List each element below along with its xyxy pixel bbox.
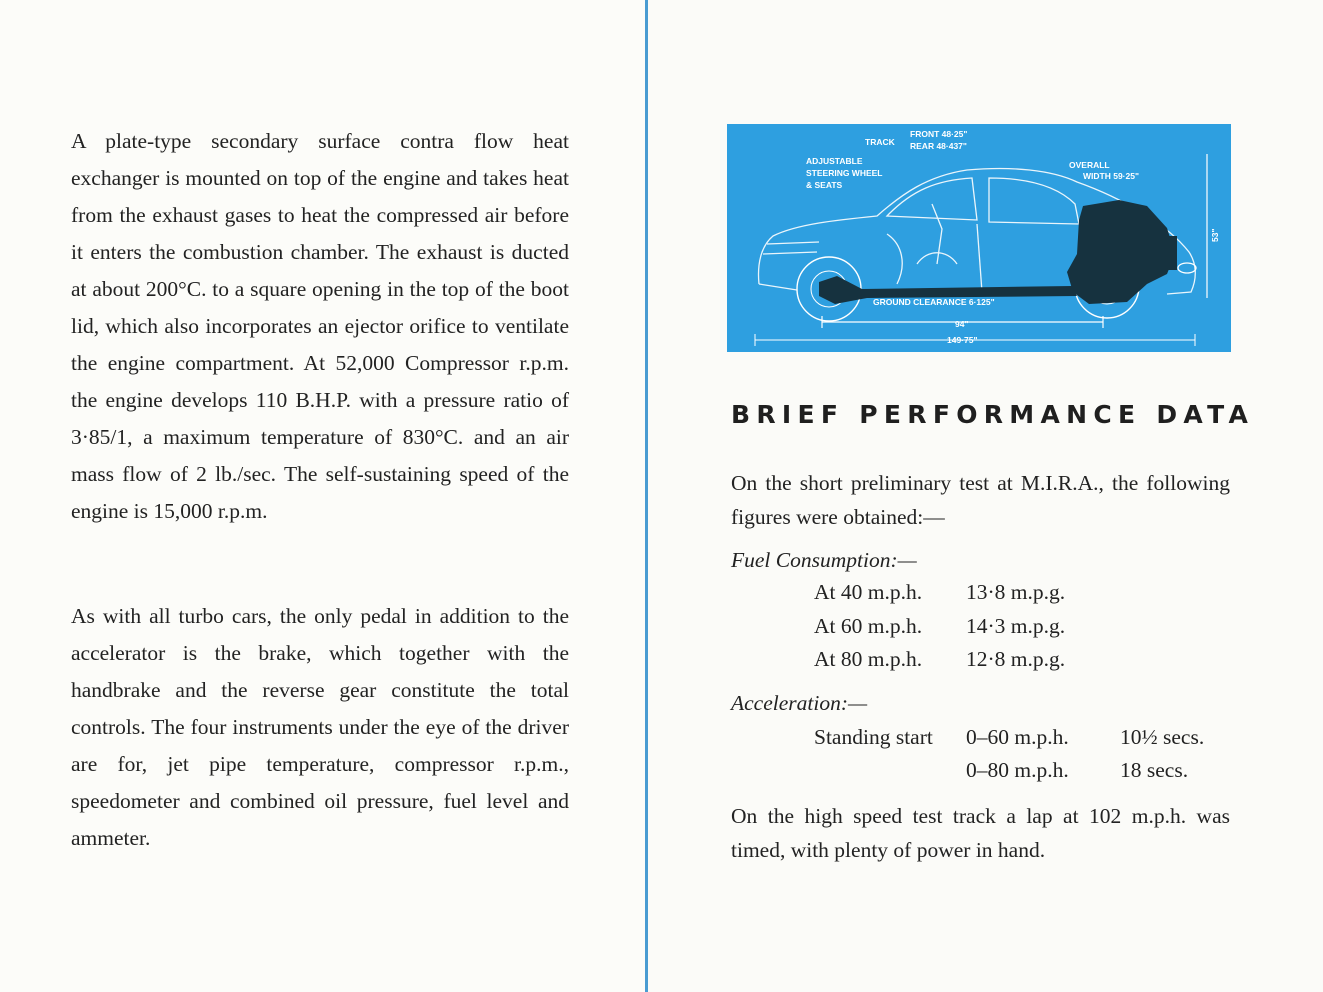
accel-time-0-80: 18 secs. (1120, 758, 1189, 782)
accel-range-0-80: 0–80 m.p.h. (966, 758, 1069, 782)
fuel-speed-80: At 80 m.p.h. (814, 647, 923, 671)
overall-width-label-1: OVERALL (1069, 160, 1110, 170)
car-blueprint (727, 124, 1231, 352)
overall-width-label-2: WIDTH 59·25" (1083, 171, 1139, 181)
fuel-mpg-60: 14·3 m.p.g. (966, 614, 1066, 638)
controls-paragraph: As with all turbo cars, the only pedal in addition to the accelerator is the brake, which together with the handbrake and the reverse gear constitute the total controls. The four instruments under the eye of the driver are for, jet pipe temperature, compressor r.p.m., speedometer and combined oil pressure, fuel level and ammeter. (71, 604, 569, 850)
steering-label-2: STEERING WHEEL (806, 168, 883, 178)
page-heading: BRIEF PERFORMANCE DATA (731, 400, 1255, 429)
fuel-speed-40: At 40 m.p.h. (814, 580, 923, 604)
car-windscreen (887, 178, 977, 220)
height-label: 53" (1210, 228, 1220, 242)
fuel-speed-60: At 60 m.p.h. (814, 614, 923, 638)
accel-label-standing-start: Standing start (814, 725, 933, 749)
accel-range-0-60: 0–60 m.p.h. (966, 725, 1069, 749)
overall-length-label: 149·75" (947, 335, 978, 345)
high-speed-paragraph: On the high speed test track a lap at 102 m.p.h. was timed, with plenty of power in hand. (731, 804, 1230, 862)
fuel-mpg-80: 12·8 m.p.g. (966, 647, 1066, 671)
car-side-window (989, 178, 1079, 224)
track-rear-label: REAR 48·437" (910, 141, 967, 151)
track-front-label: FRONT 48·25" (910, 129, 968, 139)
track-label: TRACK (865, 137, 895, 147)
wheelbase-label: 94" (955, 319, 969, 329)
fuel-consumption-heading: Fuel Consumption:— (731, 548, 917, 572)
page-gutter (645, 0, 648, 992)
car-dimensions-diagram (727, 124, 1231, 352)
heat-exchanger-paragraph: A plate-type secondary surface contra flow heat exchanger is mounted on top of the engine and takes heat from the exhaust gases to heat the compressed air before it enters the combustion chamber. The exhaust is ducted at about 200°C. to a square opening in the top of the boot lid, which also incorporates an ejector orifice to ventilate the engine compartment. At 52,000 Compressor r.p.m. the engine develops 110 B.H.P. with a pressure ratio of 3·85/1, a maximum temperature of 830°C. and an air mass flow of 2 lb./sec. The self-sustaining speed of the engine is 15,000 r.p.m. (71, 129, 569, 523)
acceleration-heading: Acceleration:— (731, 691, 868, 715)
intro-paragraph: On the short preliminary test at M.I.R.A., the following figures were obtained:— (731, 471, 1230, 529)
fuel-mpg-40: 13·8 m.p.g. (966, 580, 1066, 604)
accel-time-0-60: 10½ secs. (1120, 725, 1205, 749)
ground-clearance-label: GROUND CLEARANCE 6·125" (873, 297, 995, 307)
steering-label-3: & SEATS (806, 180, 843, 190)
steering-label-1: ADJUSTABLE (806, 156, 863, 166)
